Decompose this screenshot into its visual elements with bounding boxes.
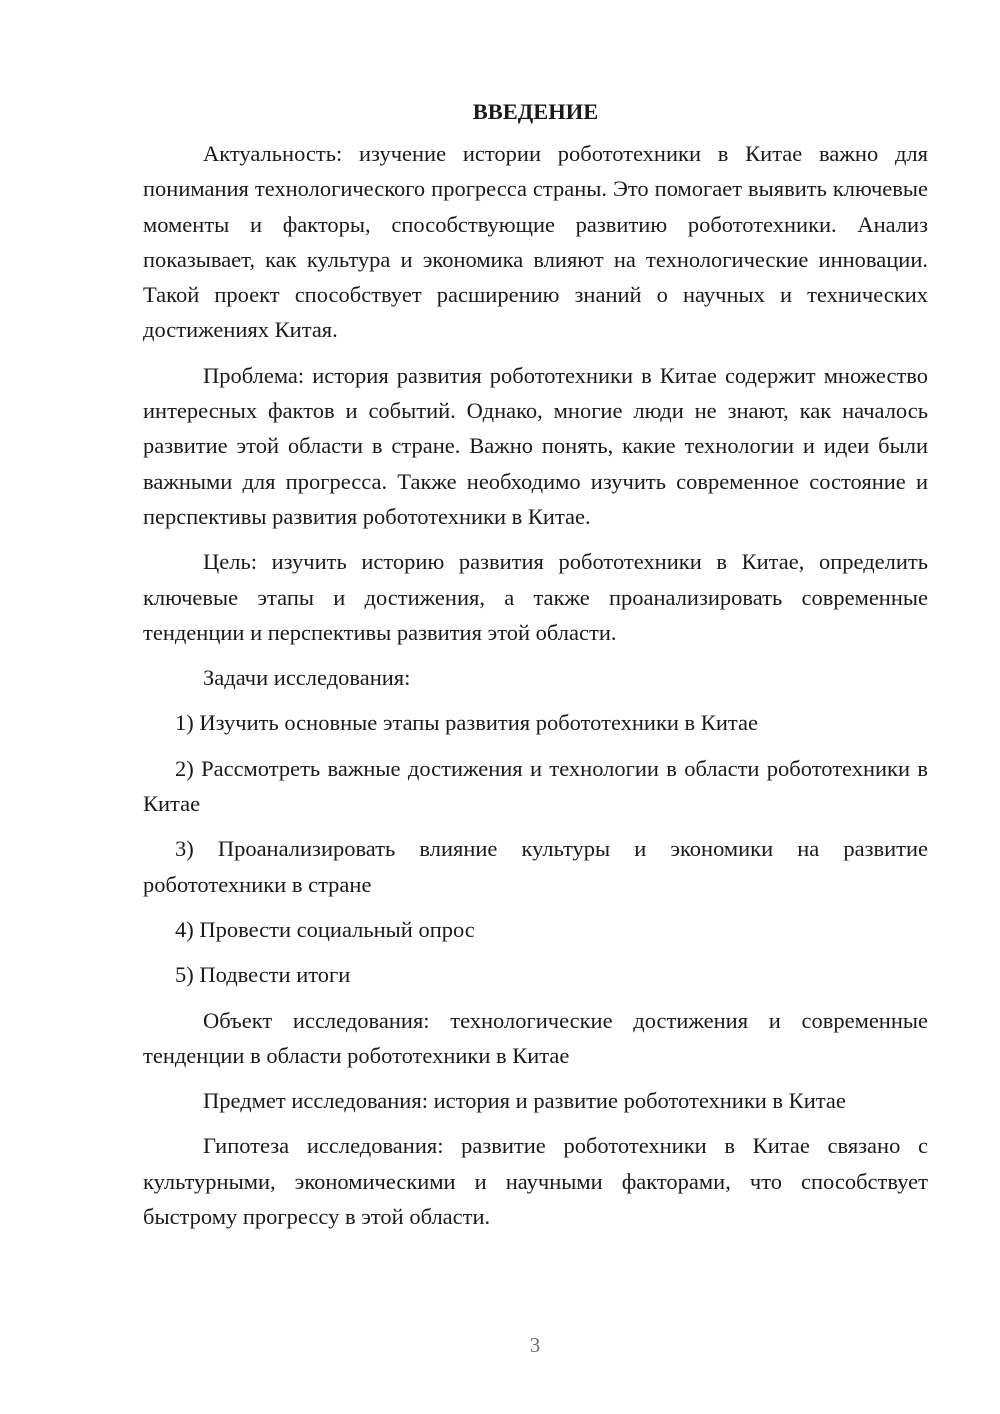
task-item-1: 1) Изучить основные этапы развития робототехники в Китае: [175, 710, 758, 736]
tasks-heading: Задачи исследования:: [203, 665, 411, 691]
page-content: [143, 96, 928, 1234]
page-number: 3: [529, 1333, 541, 1357]
paragraph-object: Объект исследования: технологические достижения и современные тенденции в области робототехники в Китае: [143, 1007, 928, 1068]
task-item-4: 4) Провести социальный опрос: [175, 916, 475, 942]
task-item-5: 5) Подвести итоги: [175, 962, 351, 988]
paragraph-problem: Проблема: история развития робототехники в Китае содержит множество интересных фактов и событий. Однако, многие люди не знают, как началось развитие этой области в стране. Важно понять, какие технологии и идеи были важными для прогресса. Также необходимо изучить современное состояние и перспективы развития робототехники в Китае.: [143, 362, 928, 529]
section-title: ВВЕДЕНИЕ: [472, 99, 599, 124]
paragraph-hypothesis: Гипотеза исследования: развитие робототехники в Китае связано с культурными, экономическими и научными факторами, что способствует быстрому прогрессу в этой области.: [143, 1133, 928, 1230]
task-item-2: 2) Рассмотреть важные достижения и технологии в области робототехники в Китае: [143, 755, 928, 817]
task-item-3: 3) Проанализировать влияние культуры и экономики на развитие робототехники в стране: [143, 836, 928, 897]
paragraph-actuality: Актуальность: изучение истории робототехники в Китае важно для понимания технологического прогресса страны. Это помогает выявить ключевые моменты и факторы, способствующие развитию робототехники. Анализ показывает, как культура и экономика влияют на технологические инновации. Такой проект способствует расширению знаний о научных и технических достижениях Китая.: [143, 141, 928, 343]
paragraph-goal: Цель: изучить историю развития робототехники в Китае, определить ключевые этапы и достижения, а также проанализировать современные тенденции и перспективы развития этой области.: [143, 549, 928, 645]
paragraph-subject: Предмет исследования: история и развитие робототехники в Китае: [203, 1088, 846, 1114]
